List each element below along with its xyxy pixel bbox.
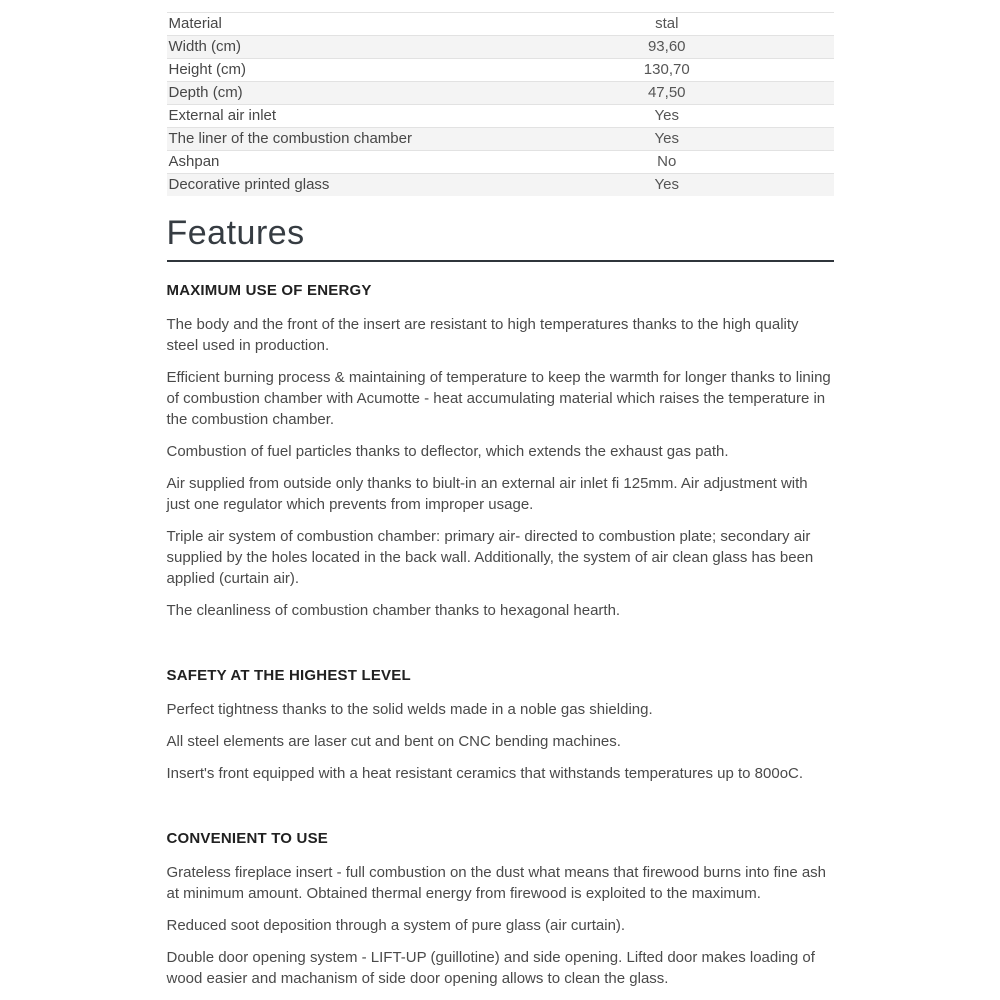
spec-label: The liner of the combustion chamber — [168, 130, 412, 147]
feature-paragraph: Reduced soot deposition through a system of pure glass (air curtain). — [166, 917, 626, 934]
spec-value: Yes — [654, 107, 679, 124]
table-row — [167, 128, 834, 151]
feature-paragraph: Double door opening system - LIFT-UP (guillotine) and side opening. Lifted door makes loading of wood easier and machanism of side door opening allows to clean the glass. — [166, 949, 815, 987]
features-title: Features — [167, 214, 834, 262]
spec-value: Yes — [654, 130, 679, 147]
feature-paragraph: Triple air system of combustion chamber: primary air- directed to combustion plate; secondary air supplied by the holes located in the back wall. Additionally, the system of air clean glass has been applied (curtain air). — [166, 528, 814, 587]
feature-paragraph: Air supplied from outside only thanks to biult-in an external air inlet fi 125mm. Air adjustment with just one regulator which prevents from improper usage. — [166, 475, 808, 513]
table-row — [167, 59, 834, 82]
feature-section-convenient-to-use — [167, 830, 834, 989]
table-row — [167, 82, 834, 105]
spec-value: stal — [655, 15, 679, 32]
feature-section-safety-at-the-highest-level — [167, 667, 834, 784]
spec-value: No — [657, 153, 677, 170]
spec-value: 93,60 — [647, 38, 686, 55]
feature-paragraph: Insert's front equipped with a heat resistant ceramics that withstands temperatures up to 800oC. — [166, 765, 804, 782]
table-row — [167, 36, 834, 59]
feature-paragraph: The body and the front of the insert are resistant to high temperatures thanks to the high quality steel used in production. — [166, 316, 799, 354]
feature-paragraph: Perfect tightness thanks to the solid welds made in a noble gas shielding. — [166, 701, 653, 718]
feature-paragraph: Efficient burning process & maintaining of temperature to keep the warmth for longer thanks to lining of combustion chamber with Acumotte - heat accumulating material which raises the temperature in the combustion chamber. — [166, 369, 831, 428]
feature-paragraph: All steel elements are laser cut and bent on CNC bending machines. — [166, 733, 621, 750]
section-heading: CONVENIENT TO USE — [166, 830, 328, 847]
spec-label: Decorative printed glass — [168, 176, 330, 193]
section-heading: MAXIMUM USE OF ENERGY — [166, 282, 372, 299]
spec-label: Depth (cm) — [168, 84, 243, 101]
spec-table — [167, 12, 834, 196]
feature-section-maximum-use-of-energy — [167, 282, 834, 621]
spec-label: External air inlet — [168, 107, 277, 124]
section-heading: SAFETY AT THE HIGHEST LEVEL — [166, 667, 411, 684]
feature-paragraph: Grateless fireplace insert - full combustion on the dust what means that firewood burns into fine ash at minimum amount. Obtained thermal energy from firewood is exploited to the maximum. — [166, 864, 827, 902]
table-row — [167, 151, 834, 174]
table-row — [167, 13, 834, 36]
spec-value: 130,70 — [643, 61, 690, 78]
feature-paragraph: Combustion of fuel particles thanks to deflector, which extends the exhaust gas path. — [166, 443, 729, 460]
table-row — [167, 174, 834, 197]
product-spec-page — [167, 0, 834, 989]
spec-label: Height (cm) — [168, 61, 247, 78]
spec-value: Yes — [654, 176, 679, 193]
spec-value: 47,50 — [647, 84, 686, 101]
spec-label: Width (cm) — [168, 38, 241, 55]
spec-label: Material — [168, 15, 222, 32]
spec-label: Ashpan — [168, 153, 220, 170]
table-row — [167, 105, 834, 128]
feature-paragraph: The cleanliness of combustion chamber thanks to hexagonal hearth. — [166, 602, 621, 619]
